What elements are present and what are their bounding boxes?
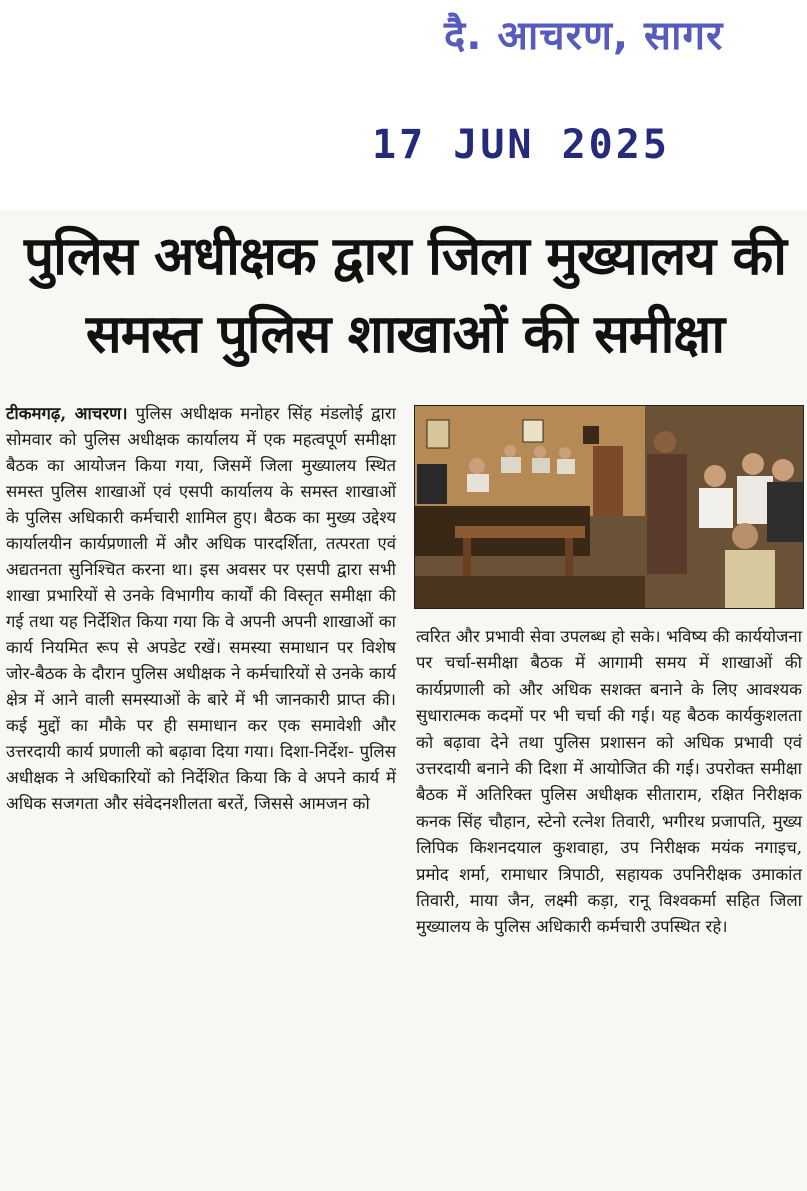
article-headline: पुलिस अधीक्षक द्वारा जिला मुख्यालय की समस्त पुलिस शाखाओं की समीक्षा bbox=[24, 226, 786, 365]
article-body-left-column bbox=[6, 400, 396, 816]
article-body-right: त्वरित और प्रभावी सेवा उपलब्ध हो सके। भविष्य की कार्ययोजना पर चर्चा-समीक्षा बैठक में आगामी समय में शाखाओं की कार्यप्रणाली को और अधिक सशक्त बनाने के लिए आवश्यक सुधारात्मक कदमों पर भी चर्चा की गई। यह बैठक कार्यकुशलता को बढ़ावा देने तथा पुलिस प्रशासन को अधिक प्रभावी एवं उत्तरदायी बनाने की दिशा में आयोजित की गई। उपरोक्त समीक्षा बैठक में अतिरिक्त पुलिस अधीक्षक सीताराम, रक्षित निरीक्षक कनक सिंह चौहान, स्टेनो रत्नेश तिवारी, भगीरथ प्रजापति, मुख्य लिपिक किशनदयाल कुशवाहा, उप निरीक्षक मयंक नगाइच, प्रमोद शर्मा, रामाधार त्रिपाठी, सहायक उपनिरीक्षक उमाकांत तिवारी, माया जैन, लक्ष्मी कड़ा, रानू विश्वकर्मा सहित जिला मुख्यालय के पुलिस अधिकारी कर्मचारी उपस्थित रहे। bbox=[416, 626, 802, 937]
article-body-right-column bbox=[416, 623, 802, 940]
date-stamp: 17 JUN 2025 bbox=[372, 122, 670, 168]
article-body-left: पुलिस अधीक्षक मनोहर सिंह मंडलोई द्वारा सोमवार को पुलिस अधीक्षक कार्यालय में एक महत्वपूर्ण समीक्षा बैठक का आयोजन किया गया, जिसमें जिला मुख्यालय स्थित समस्त पुलिस शाखाओं एवं एसपी कार्यालय के समस्त शाखाओं के पुलिस अधिकारी कर्मचारी शामिल हुए। बैठक का मुख्य उद्देश्य कार्यालयीन कार्यप्रणाली में और अधिक पारदर्शिता, तत्परता एवं अद्यतनता सुनिश्चित करना था। इस अवसर पर एसपी द्वारा सभी शाखा प्रभारियों से उनके विभागीय कार्यों की विस्तृत समीक्षा की गई तथा यह निर्देशित किया गया कि वे अपनी अपनी शाखाओं का कार्य नियमित रूप से अपडेट रखें। समस्या समाधान पर विशेष जोर-बैठक के दौरान पुलिस अधीक्षक ने कर्मचारियों से उनके कार्य क्षेत्र में आने वाली समस्याओं के बारे में भी जानकारी प्राप्त की। कई मुद्दों का मौके पर ही समाधान कर एक समावेशी और उत्तरदायी कार्य प्रणाली को बढ़ावा दिया गया। दिशा-निर्देश- पुलिस अधीक्षक ने अधिकारियों को निर्देशित किया कि वे अपने कार्य में अधिक सजगता और संवेदनशीलता बरतें, जिससे आमजन को bbox=[6, 403, 397, 813]
newspaper-source-stamp: दै. आचरण, सागर bbox=[444, 13, 724, 59]
article-dateline: टीकमगढ़, आचरण। bbox=[6, 403, 128, 423]
meeting-photo bbox=[414, 405, 804, 609]
